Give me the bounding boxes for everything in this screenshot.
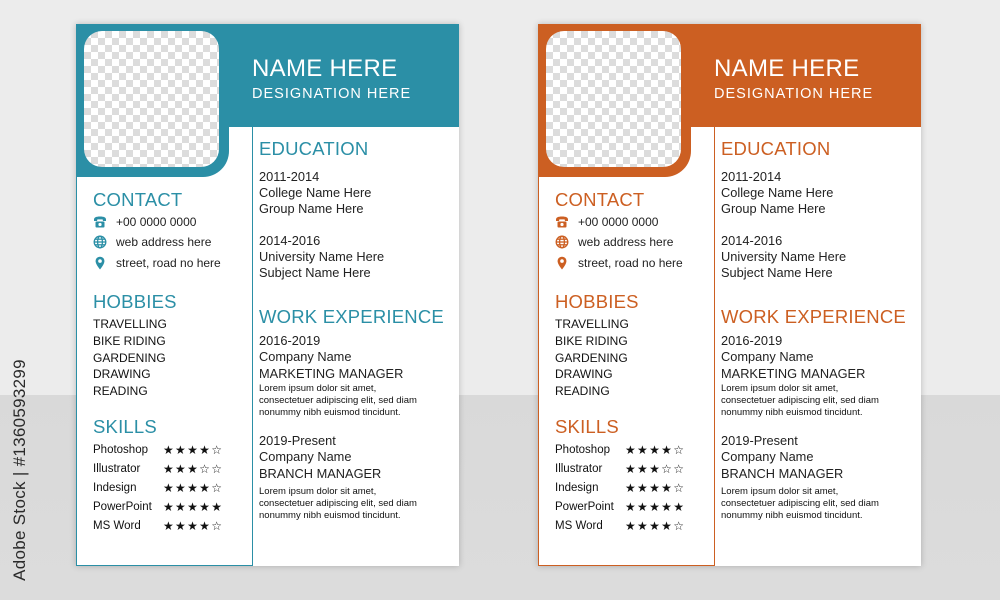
photo-frame [76,24,229,177]
contact-web [555,235,673,249]
skill-rating-stars: ★★★★★ [163,499,224,514]
designation-text: DESIGNATION HERE [252,86,412,102]
work-experience-title: WORK EXPERIENCE [721,306,906,327]
hobby-item: GARDENING [93,350,166,365]
hobby-item: READING [555,384,610,399]
skill-row [93,441,223,460]
skills-title: SKILLS [555,416,619,437]
name-heading: NAME HERE [714,55,860,82]
hobby-item: DRAWING [555,367,613,382]
hobby-item: READING [93,384,148,399]
skill-rating-stars: ★★★☆☆ [163,462,224,477]
resume-template-orange [538,24,921,566]
photo-frame [538,24,691,177]
skill-row [93,516,223,535]
left-border-line [76,174,77,566]
hobby-item: TRAVELLING [93,317,167,331]
contact-phone [93,215,196,229]
skill-row [555,441,685,460]
job-role: MARKETING MANAGER [721,366,866,381]
job-years: 2016-2019 [721,333,783,348]
skill-row [555,479,685,498]
web-text: web address here [116,235,212,249]
job-years: 2019-Present [721,433,798,448]
skill-row [555,516,685,535]
education-years: 2011-2014 [721,169,782,184]
hobby-item: TRAVELLING [555,317,629,331]
skill-name: Illustrator [555,463,603,476]
work-experience-title: WORK EXPERIENCE [259,306,444,327]
skill-rating-stars: ★★★★☆ [163,480,224,495]
job-company: Company Name [721,449,814,464]
education-years: 2014-2016 [721,233,783,248]
education-subject: Subject Name Here [721,265,833,280]
hobby-item: BIKE RIDING [555,333,628,348]
location-pin-icon [555,256,569,270]
contact-title: CONTACT [555,189,645,210]
contact-address [93,256,221,270]
education-subject: Subject Name Here [259,265,371,280]
job-years: 2019-Present [259,433,336,448]
header-banner [226,24,459,127]
resume-template-teal [76,24,459,566]
hobbies-list [555,316,629,400]
header-banner [688,24,921,127]
skills-title: SKILLS [93,416,157,437]
hobby-item: BIKE RIDING [93,333,166,348]
job-role: BRANCH MANAGER [259,466,382,481]
skill-row [93,460,223,479]
job-description: Lorem ipsum dolor sit amet, consectetuer adipiscing elit, sed diam nonummy nibh euismod tincidunt. [259,486,417,522]
education-school: University Name Here [259,249,385,264]
stock-id-watermark [8,350,32,590]
skill-row [555,460,685,479]
job-company: Company Name [721,349,814,364]
skill-rating-stars: ★★★★☆ [163,443,224,458]
skill-name: PowerPoint [93,500,152,513]
education-title: EDUCATION [259,138,369,159]
skill-name: PowerPoint [555,500,614,513]
photo-placeholder[interactable] [546,31,681,167]
contact-phone [555,215,658,229]
job-company: Company Name [259,349,352,364]
job-role: MARKETING MANAGER [259,366,404,381]
hobbies-title: HOBBIES [93,291,177,312]
job-company: Company Name [259,449,352,464]
skill-name: Indesign [555,481,599,494]
left-border-line [538,174,539,566]
job-role: BRANCH MANAGER [721,466,844,481]
skills-list [93,441,223,535]
education-group: Group Name Here [721,201,826,216]
contact-web [93,235,211,249]
skill-rating-stars: ★★★☆☆ [625,462,686,477]
skill-rating-stars: ★★★★★ [625,499,686,514]
column-divider [252,127,253,566]
skill-name: Photoshop [93,444,148,457]
address-text: street, road no here [578,256,683,270]
hobbies-list [93,316,167,400]
bottom-border-line [76,565,253,566]
hobby-item: GARDENING [555,350,628,365]
job-years: 2016-2019 [259,333,321,348]
column-divider [714,127,715,566]
skill-name: Indesign [93,481,137,494]
phone-text: +00 0000 0000 [578,215,659,229]
skill-name: Illustrator [93,463,141,476]
skill-name: Photoshop [555,444,610,457]
education-school: University Name Here [721,249,847,264]
skill-rating-stars: ★★★★☆ [625,480,686,495]
education-years: 2014-2016 [259,233,321,248]
job-description: Lorem ipsum dolor sit amet, consectetuer adipiscing elit, sed diam nonummy nibh euismod tincidunt. [259,383,417,419]
designation-text: DESIGNATION HERE [714,86,874,102]
photo-placeholder[interactable] [84,31,219,167]
skill-rating-stars: ★★★★☆ [625,443,686,458]
skill-rating-stars: ★★★★☆ [163,518,224,533]
job-description: Lorem ipsum dolor sit amet, consectetuer adipiscing elit, sed diam nonummy nibh euismod tincidunt. [721,383,879,419]
web-text: web address here [578,235,674,249]
address-text: street, road no here [116,256,221,270]
education-title: EDUCATION [721,138,831,159]
education-school: College Name Here [721,185,834,200]
skill-row [93,479,223,498]
skills-list [555,441,685,535]
hobbies-title: HOBBIES [555,291,639,312]
skill-row [93,497,223,516]
contact-title: CONTACT [93,189,183,210]
skill-name: MS Word [555,519,603,532]
skill-row [555,497,685,516]
job-description: Lorem ipsum dolor sit amet, consectetuer adipiscing elit, sed diam nonummy nibh euismod tincidunt. [721,486,879,522]
skill-name: MS Word [93,519,141,532]
globe-icon [555,235,569,249]
phone-icon [555,215,569,229]
skill-rating-stars: ★★★★☆ [625,518,686,533]
stock-id-text: Adobe Stock | #1360593299 [10,359,29,581]
phone-text: +00 0000 0000 [116,215,197,229]
education-school: College Name Here [259,185,372,200]
hobby-item: DRAWING [93,367,151,382]
bottom-border-line [538,565,715,566]
phone-icon [93,215,107,229]
education-group: Group Name Here [259,201,364,216]
location-pin-icon [93,256,107,270]
name-heading: NAME HERE [252,55,398,82]
education-years: 2011-2014 [259,169,320,184]
globe-icon [93,235,107,249]
contact-address [555,256,683,270]
